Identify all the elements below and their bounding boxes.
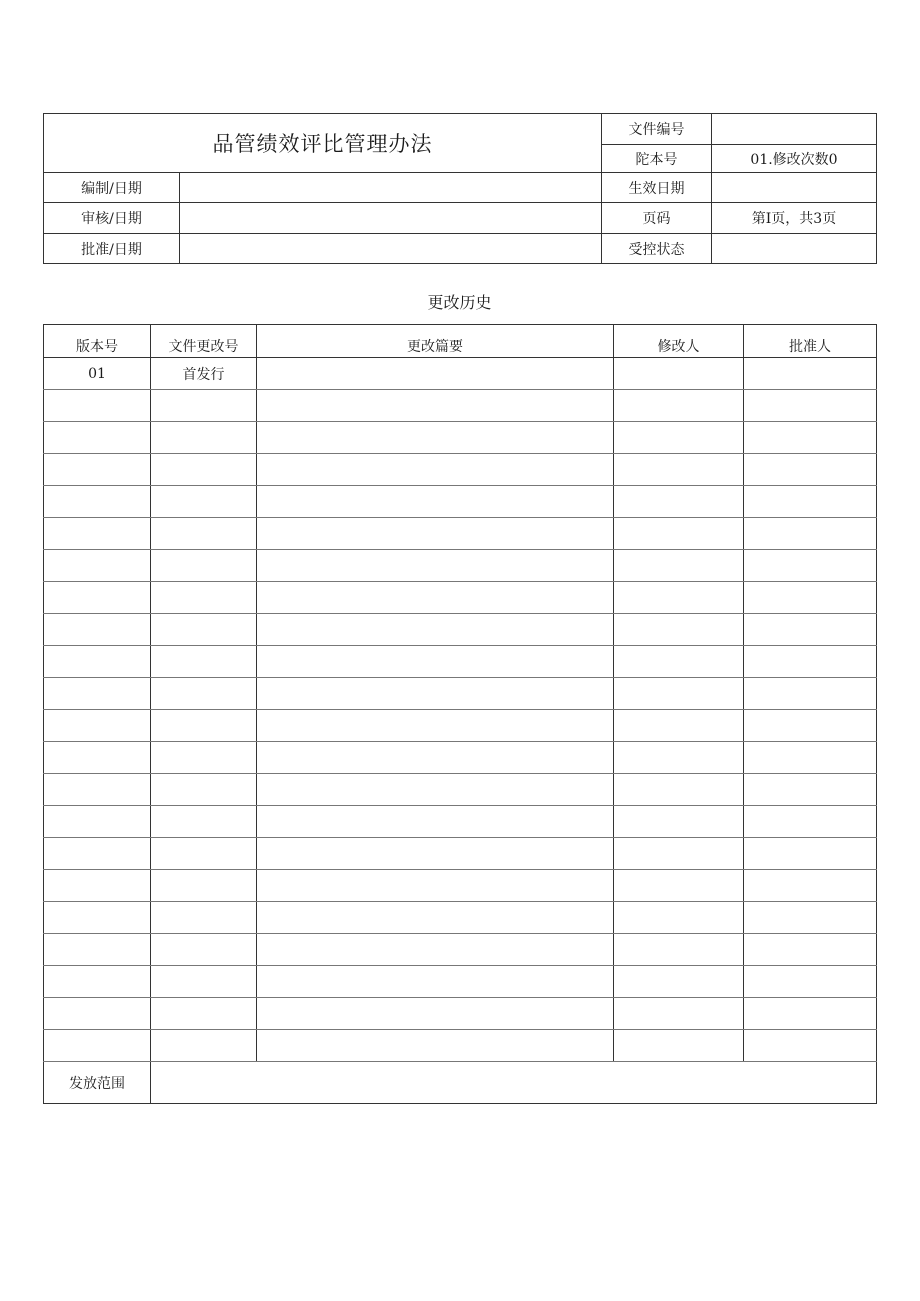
modifier-cell — [614, 550, 744, 582]
version-cell — [44, 742, 151, 774]
table-row — [44, 422, 877, 454]
column-header-approver: 批准人 — [744, 325, 877, 358]
summary-cell — [257, 838, 614, 870]
modifier-cell — [614, 422, 744, 454]
table-row — [44, 614, 877, 646]
version-cell — [44, 710, 151, 742]
change-number-cell — [151, 742, 257, 774]
table-row — [44, 806, 877, 838]
version-cell — [44, 838, 151, 870]
summary-cell — [257, 422, 614, 454]
change-number-cell — [151, 998, 257, 1030]
table-row — [44, 486, 877, 518]
version-cell — [44, 998, 151, 1030]
change-number-cell — [151, 838, 257, 870]
modifier-cell — [614, 742, 744, 774]
summary-cell — [257, 998, 614, 1030]
change-number-cell — [151, 1030, 257, 1062]
modifier-cell — [614, 614, 744, 646]
column-header-version: 版本号 — [44, 325, 151, 358]
change-number-cell: 首发行 — [151, 358, 257, 390]
column-header-modifier: 修改人 — [614, 325, 744, 358]
version-cell — [44, 422, 151, 454]
change-number-cell — [151, 582, 257, 614]
version-cell — [44, 678, 151, 710]
summary-cell — [257, 710, 614, 742]
approver-cell — [744, 998, 877, 1030]
version-cell — [44, 550, 151, 582]
summary-cell — [257, 774, 614, 806]
version-cell — [44, 582, 151, 614]
change-number-cell — [151, 518, 257, 550]
modifier-cell — [614, 454, 744, 486]
summary-cell — [257, 358, 614, 390]
version-cell — [44, 902, 151, 934]
summary-cell — [257, 902, 614, 934]
modifier-cell — [614, 710, 744, 742]
change-number-cell — [151, 614, 257, 646]
approver-cell — [744, 454, 877, 486]
modifier-cell — [614, 870, 744, 902]
change-number-cell — [151, 966, 257, 998]
table-row — [44, 678, 877, 710]
table-row — [44, 774, 877, 806]
change-number-cell — [151, 870, 257, 902]
table-row — [44, 454, 877, 486]
table-row — [44, 838, 877, 870]
modifier-cell — [614, 902, 744, 934]
table-row — [44, 902, 877, 934]
page-value: 第I页，共3页 — [712, 203, 877, 234]
summary-cell — [257, 934, 614, 966]
version-cell — [44, 390, 151, 422]
document-header-table — [43, 113, 877, 264]
modifier-cell — [614, 358, 744, 390]
version-cell — [44, 454, 151, 486]
summary-cell — [257, 678, 614, 710]
version-cell — [44, 934, 151, 966]
modifier-cell — [614, 390, 744, 422]
table-row — [44, 870, 877, 902]
change-number-cell — [151, 710, 257, 742]
change-number-cell — [151, 486, 257, 518]
modifier-cell — [614, 806, 744, 838]
control-status-label: 受控状态 — [602, 234, 712, 264]
approver-cell — [744, 774, 877, 806]
approved-label: 批准/日期 — [44, 234, 180, 264]
page-label: 页码 — [602, 203, 712, 234]
summary-cell — [257, 390, 614, 422]
approver-cell — [744, 518, 877, 550]
change-history-table — [43, 324, 877, 1104]
table-row — [44, 934, 877, 966]
change-number-cell — [151, 678, 257, 710]
change-number-cell — [151, 422, 257, 454]
summary-cell — [257, 806, 614, 838]
change-number-cell — [151, 902, 257, 934]
doc-number-value — [712, 114, 877, 145]
effective-date-value — [712, 173, 877, 203]
table-row — [44, 998, 877, 1030]
prepared-label: 编制/日期 — [44, 173, 180, 203]
summary-cell — [257, 1030, 614, 1062]
approver-cell — [744, 966, 877, 998]
change-number-cell — [151, 934, 257, 966]
distribution-row — [44, 1062, 877, 1104]
approver-cell — [744, 742, 877, 774]
history-header-row — [44, 325, 877, 358]
table-row — [44, 966, 877, 998]
modifier-cell — [614, 518, 744, 550]
table-row — [44, 646, 877, 678]
version-cell — [44, 774, 151, 806]
modifier-cell — [614, 486, 744, 518]
summary-cell — [257, 646, 614, 678]
summary-cell — [257, 454, 614, 486]
control-status-value — [712, 234, 877, 264]
modifier-cell — [614, 678, 744, 710]
version-cell — [44, 806, 151, 838]
approver-cell — [744, 1030, 877, 1062]
modifier-cell — [614, 934, 744, 966]
change-number-cell — [151, 806, 257, 838]
modifier-cell — [614, 646, 744, 678]
version-cell: 01 — [44, 358, 151, 390]
version-cell — [44, 966, 151, 998]
summary-cell — [257, 966, 614, 998]
approved-value — [180, 234, 602, 264]
change-number-cell — [151, 646, 257, 678]
summary-cell — [257, 486, 614, 518]
table-row — [44, 1030, 877, 1062]
version-cell — [44, 646, 151, 678]
summary-cell — [257, 614, 614, 646]
approver-cell — [744, 710, 877, 742]
change-number-cell — [151, 550, 257, 582]
table-row — [44, 550, 877, 582]
approver-cell — [744, 422, 877, 454]
approver-cell — [744, 390, 877, 422]
table-row — [44, 390, 877, 422]
doc-number-label: 文件编号 — [602, 114, 712, 145]
summary-cell — [257, 870, 614, 902]
reviewed-label: 审核/日期 — [44, 203, 180, 234]
version-label: 陀本号 — [602, 145, 712, 173]
version-value: 01.修改次数0 — [712, 145, 877, 173]
modifier-cell — [614, 1030, 744, 1062]
approver-cell — [744, 614, 877, 646]
change-number-cell — [151, 390, 257, 422]
version-cell — [44, 518, 151, 550]
approver-cell — [744, 486, 877, 518]
approver-cell — [744, 902, 877, 934]
effective-date-label: 生效日期 — [602, 173, 712, 203]
distribution-value — [151, 1062, 877, 1104]
table-row — [44, 518, 877, 550]
version-cell — [44, 486, 151, 518]
table-row — [44, 358, 877, 390]
column-header-summary: 更改篇要 — [257, 325, 614, 358]
approver-cell — [744, 934, 877, 966]
table-row — [44, 582, 877, 614]
approver-cell — [744, 550, 877, 582]
approver-cell — [744, 806, 877, 838]
modifier-cell — [614, 582, 744, 614]
version-cell — [44, 870, 151, 902]
summary-cell — [257, 518, 614, 550]
modifier-cell — [614, 838, 744, 870]
table-row — [44, 742, 877, 774]
approver-cell — [744, 358, 877, 390]
change-history-title: 更改历史 — [427, 293, 492, 312]
change-number-cell — [151, 774, 257, 806]
distribution-label: 发放范围 — [44, 1062, 151, 1104]
summary-cell — [257, 742, 614, 774]
summary-cell — [257, 550, 614, 582]
approver-cell — [744, 678, 877, 710]
reviewed-value — [180, 203, 602, 234]
modifier-cell — [614, 774, 744, 806]
summary-cell — [257, 582, 614, 614]
modifier-cell — [614, 966, 744, 998]
version-cell — [44, 1030, 151, 1062]
version-cell — [44, 614, 151, 646]
approver-cell — [744, 646, 877, 678]
modifier-cell — [614, 998, 744, 1030]
column-header-change-number: 文件更改号 — [151, 325, 257, 358]
approver-cell — [744, 582, 877, 614]
document-title: 品管绩效评比管理办法 — [44, 114, 602, 173]
approver-cell — [744, 870, 877, 902]
table-row — [44, 710, 877, 742]
prepared-value — [180, 173, 602, 203]
approver-cell — [744, 838, 877, 870]
change-number-cell — [151, 454, 257, 486]
